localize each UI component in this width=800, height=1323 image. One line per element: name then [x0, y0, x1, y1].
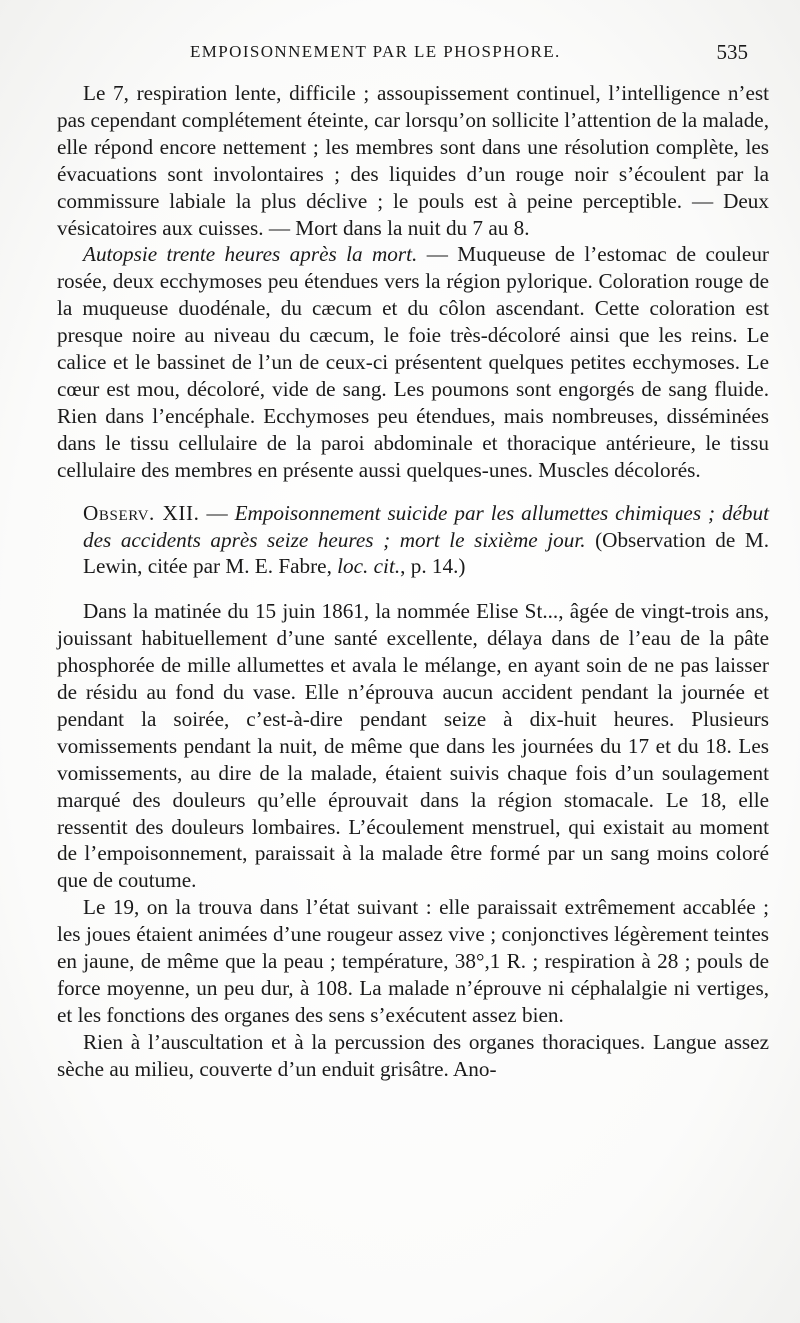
observation-source-ref: loc. cit.	[337, 554, 401, 579]
paragraph-text: — Muqueuse de l’estomac de couleur rosée, deux ecchymoses peu étendues vers la région pylorique. Coloration rouge de la muqueuse duodénale, du cæcum et du côlon ascendant. Cette coloration est presque noire au niveau du cæcum, le foie très-décoloré ainsi que les reins. Le calice et le bassinet de l’un de ceux-ci présentent quelques petites ecchymoses. Le cœur est mou, décoloré, vide de sang. Les poumons sont engorgés de sang fluide. Rien dans l’encéphale. Ecchymoses peu étendues, mais nombreuses, disséminées dans le tissu cellulaire de la paroi abdominale et thoracique antérieure, le tissu cellulaire des membres en présente aussi quelques-unes. Muscles décolorés.	[57, 242, 769, 482]
observation-dash: —	[199, 500, 235, 525]
paragraph-text: Le 19, on la trouva dans l’état suivant : elle paraissait extrêmement accablée ; les joues étaient animées d’une rougeur assez vive ; conjonctives légèrement teintes en jaune, de même que la peau ; température, 38°,1 R. ; respiration à 28 ; pouls de force moyenne, un peu dur, à 108. La malade n’éprouve ni céphalalgie ni vertiges, et les fonctions des organes des sens s’exécutent assez bien.	[57, 895, 769, 1027]
observation-source-page: , p. 14.)	[400, 554, 466, 579]
paragraph-text: Dans la matinée du 15 juin 1861, la nommée Elise St..., âgée de vingt-trois ans, jouissant habituellement d’une santé excellente, délaya dans de l’eau de la pâte phosphorée de mille allumettes et avala le mélange, en ayant soin de ne pas laisser de résidu au fond du vase. Elle n’éprouva aucun accident pendant la journée et pendant la soirée, c’est-à-dire pendant seize à dix-huit heures. Plusieurs vomissements pendant la nuit, de même que dans les journées du 17 et du 18. Les vomissements, au dire de la malade, étaient suivis chaque fois d’un soulagement marqué des douleurs qu’elle éprouvait dans la région stomacale. Le 18, elle ressentit des douleurs lombaires. L’écoulement menstruel, qui existait au moment de l’empoisonnement, paraissait à la malade être formé par un sang moins coloré que de coutume.	[57, 599, 769, 893]
page-number: 535	[716, 40, 748, 64]
paragraph-day-7	[57, 80, 769, 241]
paragraph-autopsy	[57, 241, 769, 483]
page-header	[60, 38, 756, 68]
paragraph-text: Rien à l’auscultation et à la percussion des organes thoraciques. Langue assez sèche au milieu, couverte d’un enduit grisâtre. Ano-	[57, 1029, 769, 1081]
running-title: EMPOISONNEMENT PAR LE PHOSPHORE.	[190, 42, 561, 61]
page-body	[57, 80, 769, 1083]
paragraph-case-history	[57, 598, 769, 894]
paragraph-day-19	[57, 894, 769, 1029]
observation-label: Observ. XII.	[83, 500, 200, 525]
autopsy-heading: Autopsie trente heures après la mort.	[83, 242, 418, 267]
observation-title: Empoisonnement suicide par les allumettes chimiques ; début des accidents après seize heures ; mort le sixième jour.	[83, 500, 770, 552]
observation-heading	[57, 500, 769, 581]
paragraph-auscultation	[57, 1029, 769, 1083]
observation-source: (Observation de M. Lewin, citée par M. E. Fabre,	[83, 527, 769, 579]
paragraph-text: Le 7, respiration lente, difficile ; assoupissement continuel, l’intelligence n’est pas cependant complétement éteinte, car lorsqu’on sollicite l’attention de la malade, elle répond encore nettement ; les membres sont dans une résolution complète, les évacuations sont involontaires ; des liquides d’un rouge noir s’écoulent par la commissure labiale la plus déclive ; le pouls est à peine perceptible. — Deux vésicatoires aux cuisses. — Mort dans la nuit du 7 au 8.	[57, 81, 769, 240]
